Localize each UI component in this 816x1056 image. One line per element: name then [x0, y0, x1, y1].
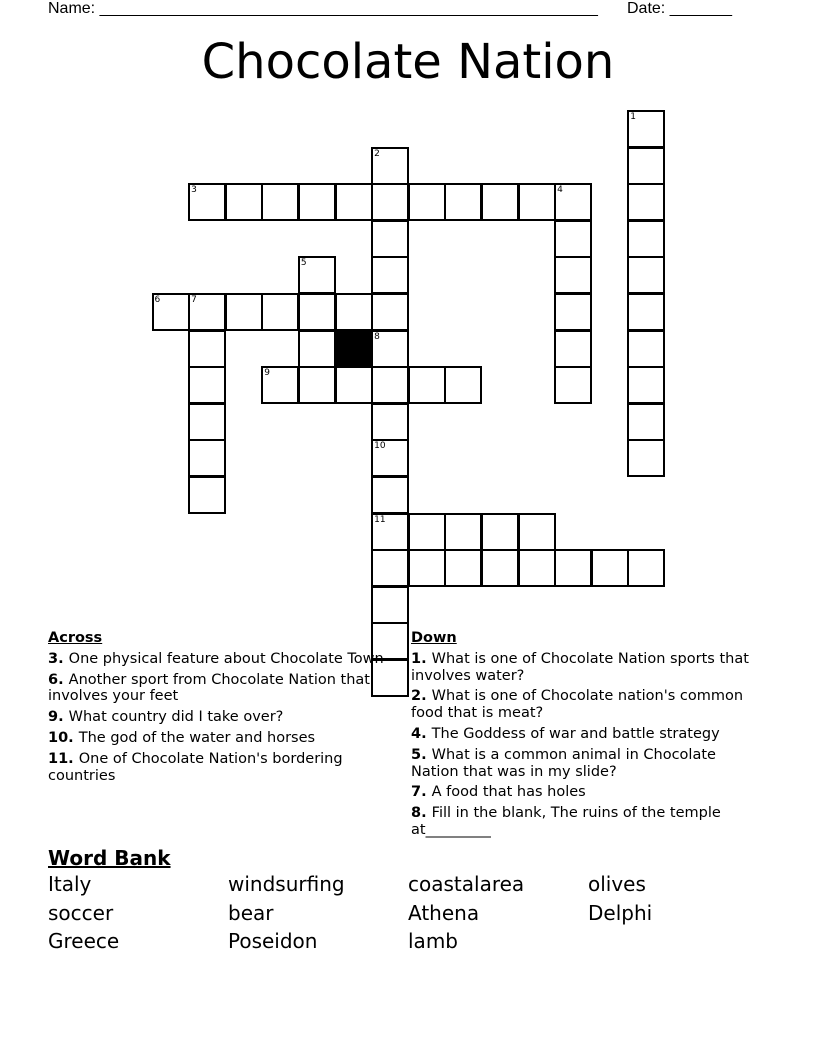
word-bank-item: Poseidon [228, 929, 318, 953]
crossword-cell[interactable] [371, 403, 409, 441]
word-bank-heading: Word Bank [48, 846, 171, 870]
crossword-cell[interactable] [627, 183, 665, 221]
crossword-cell[interactable] [518, 549, 556, 587]
crossword-cell[interactable] [554, 293, 592, 331]
clue-number-label: 1. [411, 650, 432, 667]
crossword-cell[interactable] [627, 147, 665, 185]
crossword-cell[interactable] [371, 549, 409, 587]
crossword-cell[interactable] [335, 366, 373, 404]
crossword-cell[interactable] [444, 183, 482, 221]
crossword-cell[interactable] [371, 586, 409, 624]
crossword-cell[interactable] [627, 366, 665, 404]
down-clue [411, 805, 756, 839]
crossword-cell[interactable] [444, 549, 482, 587]
crossword-cell[interactable] [188, 439, 226, 477]
crossword-cell[interactable] [188, 476, 226, 514]
crossword-cell[interactable] [444, 513, 482, 551]
crossword-cell[interactable] [408, 366, 446, 404]
clue-number-label: 10. [48, 729, 79, 746]
clue-text: What is one of Chocolate Nation sports that involves water? [411, 650, 749, 684]
across-clue [48, 672, 393, 706]
word-bank-item: Italy [48, 872, 92, 896]
down-clue [411, 726, 756, 743]
clue-text: What is one of Chocolate nation's common food that is meat? [411, 688, 744, 722]
crossword-cell[interactable] [627, 330, 665, 368]
crossword-cell[interactable] [627, 403, 665, 441]
clue-number-label: 4. [411, 725, 432, 742]
crossword-cell[interactable] [627, 549, 665, 587]
word-bank-item: lamb [408, 929, 458, 953]
clue-number-label: 8. [411, 805, 432, 822]
word-bank-item: windsurfing [228, 872, 345, 896]
crossword-cell[interactable] [554, 256, 592, 294]
word-bank-item: Athena [408, 900, 480, 925]
crossword-cell[interactable] [627, 256, 665, 294]
crossword-cell[interactable] [188, 330, 226, 368]
clue-text: The god of the water and horses [78, 729, 316, 746]
crossword-cell[interactable] [188, 366, 226, 404]
across-clue [48, 751, 393, 785]
clue-number-label: 3. [48, 650, 69, 667]
clue-number: 1 [630, 112, 637, 122]
crossword-cell[interactable] [335, 183, 373, 221]
clue-number: 10 [374, 441, 386, 452]
clue-text: One physical feature about Chocolate Town [68, 650, 384, 667]
clue-number: 8 [374, 331, 380, 342]
crossword-cell[interactable] [444, 366, 482, 404]
crossword-cell[interactable] [591, 549, 629, 587]
across-clues [48, 630, 393, 788]
down-clue [411, 747, 756, 781]
crossword-cell[interactable] [371, 366, 409, 404]
word-bank-item: olives [588, 872, 646, 896]
crossword-cell[interactable] [335, 293, 373, 331]
crossword-cell[interactable] [371, 183, 409, 221]
clue-number: 5 [300, 258, 307, 269]
word-bank-item: soccer [48, 900, 114, 925]
down-clue [411, 651, 756, 685]
clue-number: 2 [374, 148, 380, 159]
crossword-cell[interactable] [627, 293, 665, 331]
clue-number: 6 [154, 295, 161, 305]
crossword-cell[interactable] [188, 403, 226, 441]
clue-text: What is a common animal in Chocolate Nation that was in my slide? [411, 746, 716, 780]
clue-text: Another sport from Chocolate Nation that involves your feet [48, 671, 370, 705]
clue-text: Fill in the blank, The ruins of the temple at_________ [411, 805, 721, 838]
word-bank-item: coastalarea [408, 872, 525, 896]
across-heading: Across [48, 630, 103, 646]
across-clue [48, 709, 393, 726]
crossword-cell[interactable] [298, 330, 336, 368]
crossword-cell[interactable] [261, 293, 299, 331]
date-field-label[interactable]: Date: _______ [627, 0, 732, 17]
down-clues [411, 630, 756, 843]
crossword-cell[interactable] [481, 183, 519, 221]
crossword-cell[interactable] [481, 549, 519, 587]
crossword-cell[interactable] [261, 183, 299, 221]
clue-text: What country did I take over? [68, 709, 284, 726]
word-bank-item: Greece [48, 929, 120, 953]
crossword-cell[interactable] [554, 549, 592, 587]
clue-number-label: 7. [411, 784, 432, 801]
clue-text: The Goddess of war and battle strategy [431, 725, 720, 742]
clue-text: A food that has holes [431, 784, 586, 801]
crossword-cell[interactable] [408, 549, 446, 587]
black-cell [335, 330, 373, 368]
crossword-cell[interactable] [371, 293, 409, 331]
clue-number: 9 [264, 368, 271, 379]
clue-number-label: 2. [411, 688, 432, 705]
clue-number-label: 6. [48, 671, 69, 688]
crossword-cell[interactable] [481, 513, 519, 551]
crossword-cell[interactable] [554, 220, 592, 258]
clue-number: 11 [374, 514, 386, 525]
crossword-cell[interactable] [298, 366, 336, 404]
word-bank-item: Delphi [588, 900, 653, 925]
crossword-cell[interactable] [225, 293, 263, 331]
page-title: Chocolate Nation [201, 34, 615, 90]
crossword-cell[interactable] [627, 220, 665, 258]
crossword-cell[interactable] [371, 220, 409, 258]
crossword-cell[interactable] [518, 513, 556, 551]
clue-number-label: 5. [411, 746, 432, 763]
name-field-label[interactable]: Name: ________________________________________________________ [48, 0, 598, 17]
crossword-cell[interactable] [371, 256, 409, 294]
crossword-cell[interactable] [627, 439, 665, 477]
crossword-cell[interactable] [554, 366, 592, 404]
clue-number: 7 [191, 295, 197, 305]
clue-text: One of Chocolate Nation's bordering countries [48, 750, 343, 784]
crossword-cell[interactable] [518, 183, 556, 221]
crossword-cell[interactable] [225, 183, 263, 221]
crossword-cell[interactable] [408, 513, 446, 551]
crossword-cell[interactable] [298, 183, 336, 221]
down-clue [411, 688, 756, 722]
crossword-cell[interactable] [408, 183, 446, 221]
clue-number-label: 9. [48, 709, 69, 726]
clue-number: 4 [557, 185, 563, 196]
crossword-cell[interactable] [371, 476, 409, 514]
down-clue [411, 784, 756, 801]
crossword-cell[interactable] [554, 330, 592, 368]
clue-number-label: 11. [48, 750, 79, 767]
down-heading: Down [411, 630, 457, 646]
word-bank-item: bear [228, 900, 274, 925]
clue-number: 3 [191, 185, 197, 196]
across-clue [48, 651, 393, 668]
across-clue [48, 730, 393, 747]
crossword-cell[interactable] [298, 293, 336, 331]
